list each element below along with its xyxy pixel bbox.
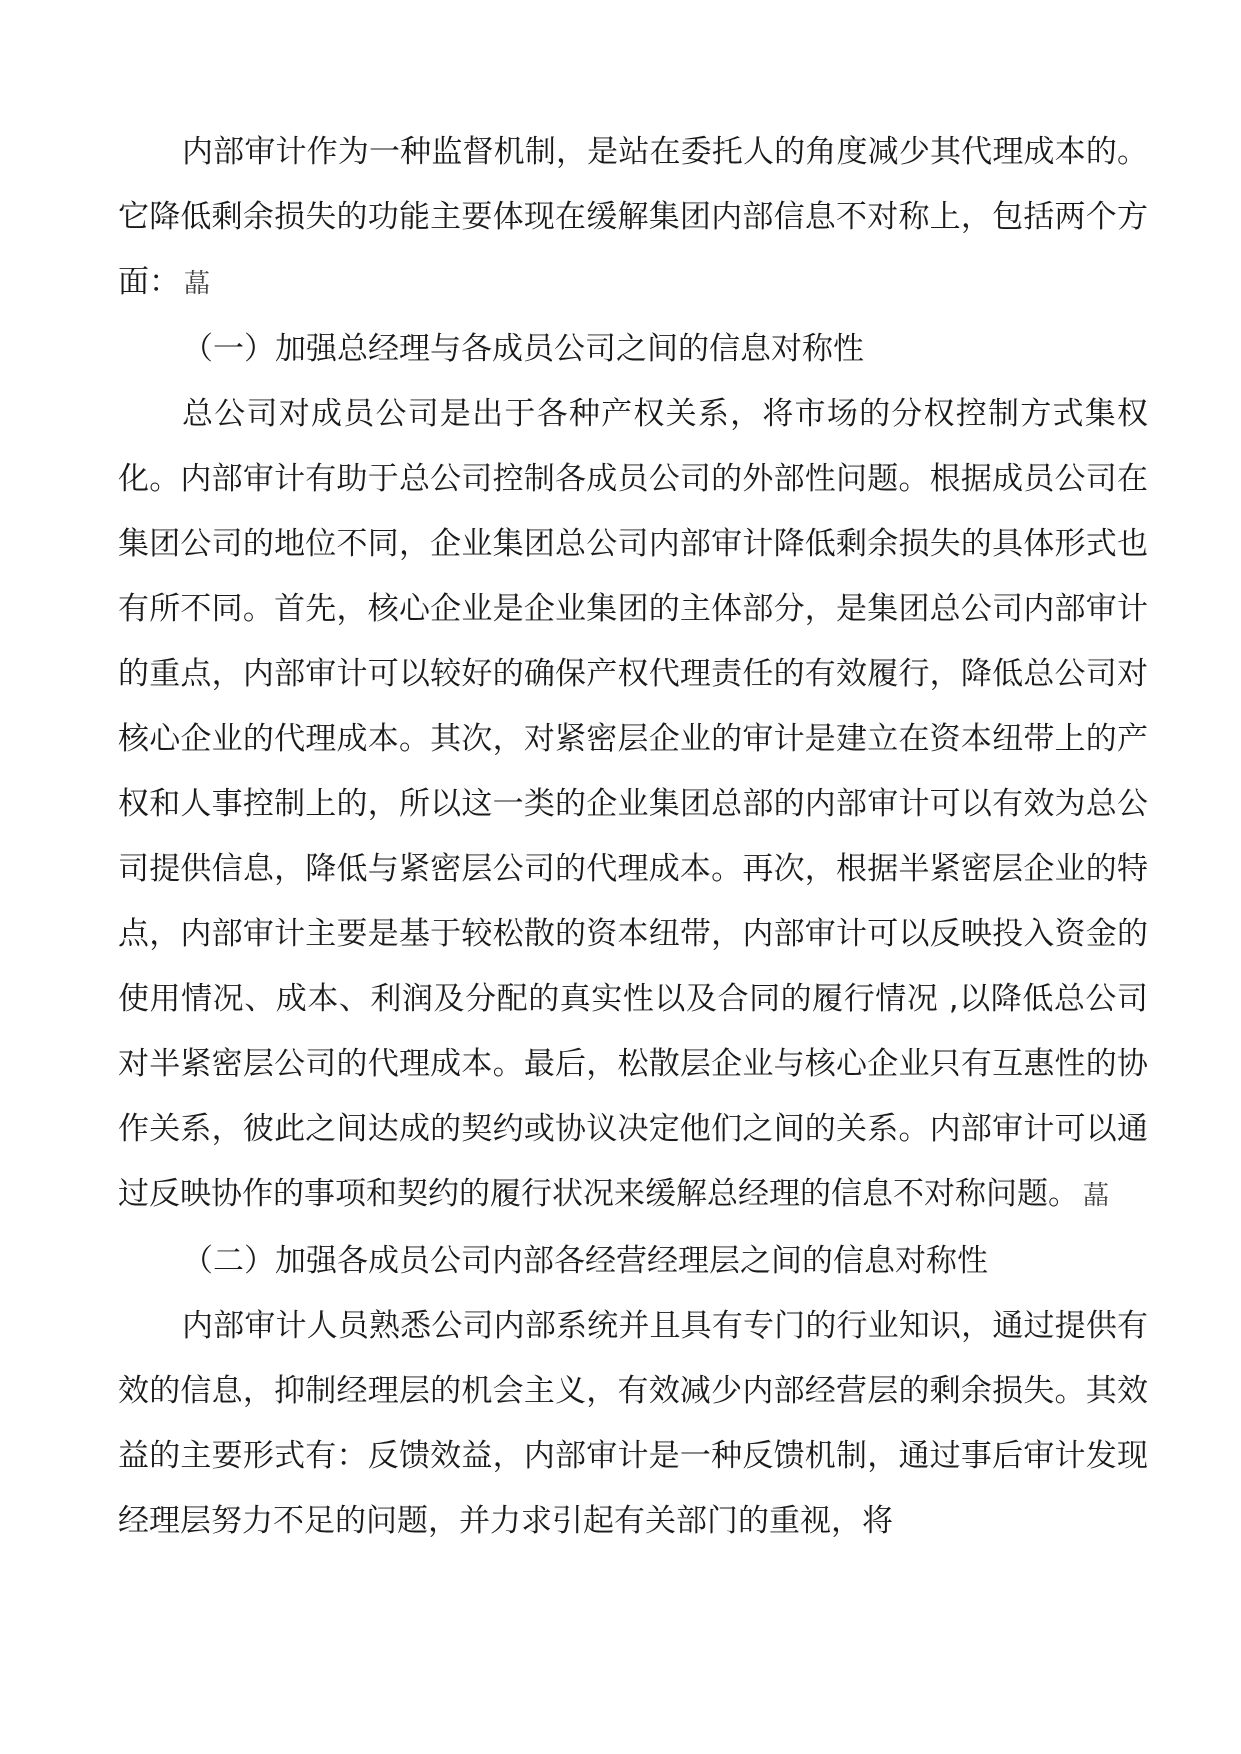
paragraph-intro-text: 内部审计作为一种监督机制，是站在委托人的角度减少其代理成本的。它降低剩余损失的功能主要体现在缓解集团内部信息不对称上，包括两个方面：: [118, 134, 1148, 300]
section-heading-one-text: （一）加强总经理与各成员公司之间的信息对称性: [182, 331, 864, 367]
section-heading-two-text: （二）加强各成员公司内部各经营经理层之间的信息对称性: [182, 1243, 988, 1279]
section-heading-two: [118, 1229, 1148, 1294]
section-heading-one: [118, 317, 1148, 382]
paragraph-section-two: [118, 1294, 1148, 1554]
paragraph-section-one: [118, 382, 1148, 1229]
paragraph-section-two-text: 内部审计人员熟悉公司内部系统并且具有专门的行业知识，通过提供有效的信息，抑制经理层的机会主义，有效减少内部经营层的剩余损失。其效益的主要形式有：反馈效益，内部审计是一种反馈机制，通过事后审计发现经理层努力不足的问题，并力求引起有关部门的重视，将: [118, 1308, 1148, 1539]
paragraph-intro: [118, 120, 1148, 317]
paragraph-section-one-text: 总公司对成员公司是出于各种产权关系，将市场的分权控制方式集权化。内部审计有助于总公司控制各成员公司的外部性问题。根据成员公司在集团公司的地位不同，企业集团总公司内部审计降低剩余损失的具体形式也有所不同。首先，核心企业是企业集团的主体部分，是集团总公司内部审计的重点，内部审计可以较好的确保产权代理责任的有效履行，降低总公司对核心企业的代理成本。其次，对紧密层企业的审计是建立在资本纽带上的产权和人事控制上的，所以这一类的企业集团总部的内部审计可以有效为总公司提供信息，降低与紧密层公司的代理成本。再次，根据半紧密层企业的特点，内部审计主要是基于较松散的资本纽带，内部审计可以反映投入资金的使用情况、成本、利润及分配的真实性以及合同的履行情况 ,以降低总公司对半紧密层公司的代理成本。最后，松散层企业与核心企业只有互惠性的协作关系，彼此之间达成的契约或协议决定他们之间的关系。内部审计可以通过反映协作的事项和契约的履行状况来缓解总经理的信息不对称问题。: [118, 396, 1148, 1212]
document-body: [118, 120, 1148, 1554]
paragraph-mark-glyph: 蕌: [184, 269, 211, 299]
paragraph-mark-glyph: 蕌: [1083, 1181, 1110, 1211]
